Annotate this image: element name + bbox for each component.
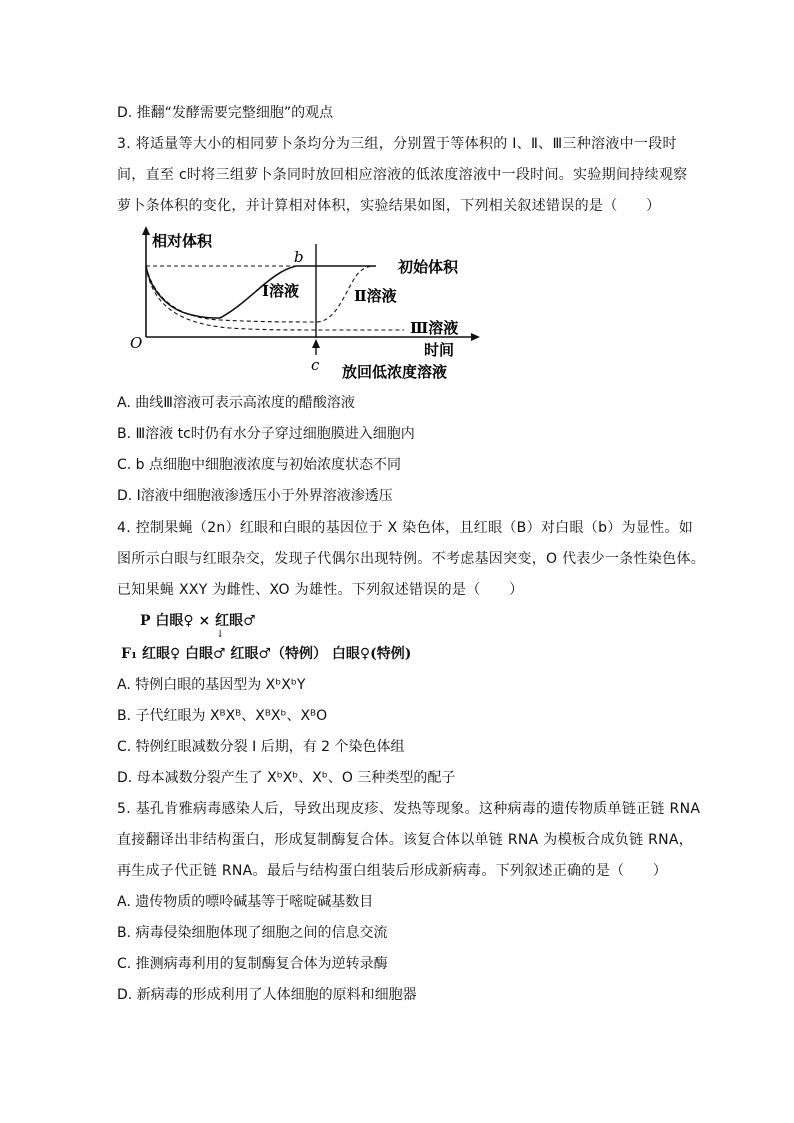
down-arrow-icon: ↓ <box>216 629 225 640</box>
q4-cross-diagram <box>121 610 500 670</box>
q3-stem-line-2: 间，直至 c时将三组萝卜条同时放回相应溶液的低浓度溶液中一段时间。实验期间持续观察 <box>117 167 688 183</box>
q5-option-d: D. 新病毒的形成利用了人体细胞的原料和细胞器 <box>117 987 417 1003</box>
q4-stem-line-1: 4. 控制果蝇（2n）红眼和白眼的基因位于 X 染色体，且红眼（B）对白眼（b）为显性。如 <box>117 520 694 536</box>
f1-generation-row: F₁ 红眼♀ 白眼♂ 红眼♂（特例） 白眼♀(特例) <box>121 646 412 662</box>
q4-stem-line-2: 图所示白眼与红眼杂交，发现子代偶尔出现特例。不考虑基因突变，O 代表少一条性染色体。 <box>117 551 706 567</box>
q5-option-c: C. 推测病毒利用的复制酶复合体为逆转录酶 <box>117 956 388 972</box>
q3-stem-line-1: 3. 将适量等大小的相同萝卜条均分为三组，分别置于等体积的 Ⅰ、Ⅱ、Ⅲ三种溶液中一段时 <box>117 136 677 152</box>
y-axis-label: 相对体积 <box>152 232 213 250</box>
initial-volume-label: 初始体积 <box>398 258 459 276</box>
x-axis-arrow <box>471 333 480 341</box>
q4-option-b: B. 子代红眼为 XᴮXᴮ、XᴮXᵇ、XᴮO <box>117 708 328 724</box>
parent-generation-row: P 白眼♀ × 红眼♂ <box>140 613 256 629</box>
q2-option-d: D. 推翻“发酵需要完整细胞”的观点 <box>117 105 334 121</box>
q5-option-a: A. 遗传物质的嘌呤碱基等于嘧啶碱基数目 <box>117 894 374 910</box>
c-caption: 放回低浓度溶液 <box>342 363 448 381</box>
q3-option-b: B. Ⅲ溶液 tc时仍有水分子穿过细胞膜进入细胞内 <box>117 426 415 442</box>
c-label: c <box>311 356 320 374</box>
q3-option-a: A. 曲线Ⅲ溶液可表示高浓度的醋酸溶液 <box>117 395 355 411</box>
q4-option-c: C. 特例红眼减数分裂 Ⅰ 后期，有 2 个染色体组 <box>117 739 405 755</box>
q3-option-c: C. b 点细胞中细胞液浓度与初始浓度状态不同 <box>117 457 402 473</box>
q5-stem-line-1: 5. 基孔肯雅病毒感染人后，导致出现皮疹、发热等现象。这种病毒的遗传物质单链正链 RNA <box>117 801 701 817</box>
curve-3-label: Ⅲ溶液 <box>410 319 459 337</box>
q5-option-b: B. 病毒侵染细胞体现了细胞之间的信息交流 <box>117 925 388 941</box>
x-axis-label: 时间 <box>424 341 455 359</box>
q3-figure <box>120 222 480 382</box>
q3-option-d: D. Ⅰ溶液中细胞液渗透压小于外界溶液渗透压 <box>117 488 393 504</box>
y-axis-arrow <box>142 226 150 235</box>
q4-option-d: D. 母本减数分裂产生了 XᵇXᵇ、Xᵇ、O 三种类型的配子 <box>117 770 456 786</box>
q5-stem-line-3: 再生成子代正链 RNA。最后与结构蛋白组装后形成新病毒。下列叙述正确的是（ ） <box>117 863 668 879</box>
q3-stem-line-3: 萝卜条体积的变化，并计算相对体积，实验结果如图，下列相关叙述错误的是（ ） <box>117 198 661 214</box>
b-point-label: b <box>294 248 304 266</box>
q5-stem-line-2: 直接翻译出非结构蛋白，形成复制酶复合体。该复合体以单链 RNA 为模板合成负链 RNA， <box>117 832 694 848</box>
q4-option-a: A. 特例白眼的基因型为 XᵇXᵇY <box>117 677 306 693</box>
curve-2-label: Ⅱ溶液 <box>354 287 397 305</box>
curve-1-label: Ⅰ溶液 <box>262 282 300 300</box>
q4-stem-line-3: 已知果蝇 XXY 为雌性、XO 为雄性。下列叙述错误的是（ ） <box>117 582 524 598</box>
q3-volume-graph <box>120 222 480 382</box>
origin-label: O <box>130 334 143 352</box>
curve-solution-2 <box>146 266 376 322</box>
c-arrow-head <box>312 339 320 348</box>
